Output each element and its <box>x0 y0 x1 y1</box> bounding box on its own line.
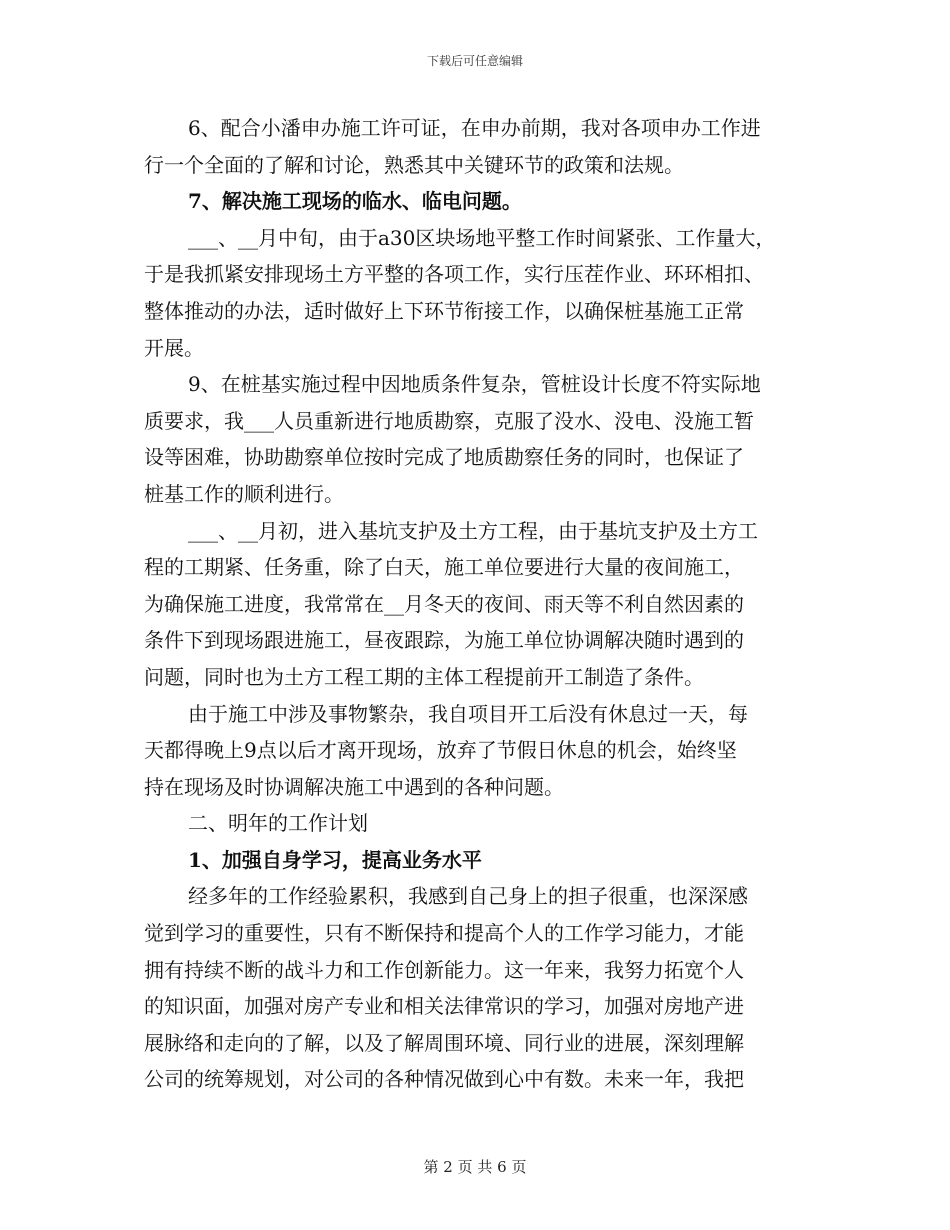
paragraph-line: ___、__月中旬，由于a30区块场地平整工作时间紧张、工作量大， <box>188 225 776 250</box>
paragraph-line: 设等困难，协助勘察单位按时完成了地质勘察任务的同时，也保证了 <box>144 445 744 470</box>
paragraph-line: 觉到学习的重要性，只有不断保持和提高个人的工作学习能力，才能 <box>144 921 744 946</box>
paragraph-line: ___、__月初，进入基坑支护及土方工程，由于基坑支护及土方工 <box>188 518 758 543</box>
section-heading: 7、解决施工现场的临水、临电问题。 <box>188 189 522 214</box>
section-heading: 1、加强自身学习，提高业务水平 <box>188 847 482 872</box>
paragraph-line: 天都得晚上9点以后才离开现场，放弃了节假日休息的机会，始终坚 <box>144 738 737 763</box>
page-header: 下载后可任意编辑 <box>426 54 523 68</box>
paragraph-line: 经多年的工作经验累积，我感到自己身上的担子很重，也深深感 <box>188 884 748 909</box>
paragraph-line: 质要求，我___人员重新进行地质勘察，克服了没水、没电、没施工暂 <box>144 408 754 433</box>
paragraph-line: 9、在桩基实施过程中因地质条件复杂，管桩设计长度不符实际地 <box>188 372 761 397</box>
paragraph-line: 条件下到现场跟进施工，昼夜跟踪，为施工单位协调解决随时遇到的 <box>144 628 744 653</box>
paragraph-line: 6、配合小潘申办施工许可证，在申办前期，我对各项申办工作进 <box>188 116 761 140</box>
paragraph-line: 程的工期紧、任务重，除了白天，施工单位要进行大量的夜间施工， <box>144 555 744 580</box>
paragraph-line: 于是我抓紧安排现场土方平整的各项工作，实行压茬作业、环环相扣、 <box>144 262 764 287</box>
paragraph-line: 行一个全面的了解和讨论，熟悉其中关键环节的政策和法规。 <box>144 152 684 177</box>
paragraph-line: 为确保施工进度，我常常在__月冬天的夜间、雨天等不利自然因素的 <box>144 591 744 616</box>
paragraph-line: 由于施工中涉及事物繁杂，我自项目开工后没有休息过一天，每 <box>188 701 748 726</box>
page-footer: 第 2 页 共 6 页 <box>423 1158 527 1176</box>
paragraph-line: 持在现场及时协调解决施工中遇到的各种问题。 <box>144 774 564 799</box>
section-heading: 二、明年的工作计划 <box>188 811 368 836</box>
paragraph-line: 拥有持续不断的战斗力和工作创新能力。这一年来，我努力拓宽个人 <box>144 957 744 982</box>
paragraph-line: 桩基工作的顺利进行。 <box>144 481 344 506</box>
paragraph-line: 公司的统筹规划，对公司的各种情况做到心中有数。未来一年，我把 <box>144 1067 744 1092</box>
paragraph-line: 的知识面，加强对房产专业和相关法律常识的学习，加强对房地产进 <box>144 994 744 1019</box>
document-body <box>144 110 812 1098</box>
paragraph-line: 展脉络和走向的了解，以及了解周围环境、同行业的进展，深刻理解 <box>144 1030 744 1055</box>
paragraph-line: 开展。 <box>144 335 204 360</box>
paragraph-line: 整体推动的办法，适时做好上下环节衔接工作，以确保桩基施工正常 <box>144 298 744 323</box>
paragraph-line: 问题，同时也为土方工程工期的主体工程提前开工制造了条件。 <box>144 664 704 689</box>
